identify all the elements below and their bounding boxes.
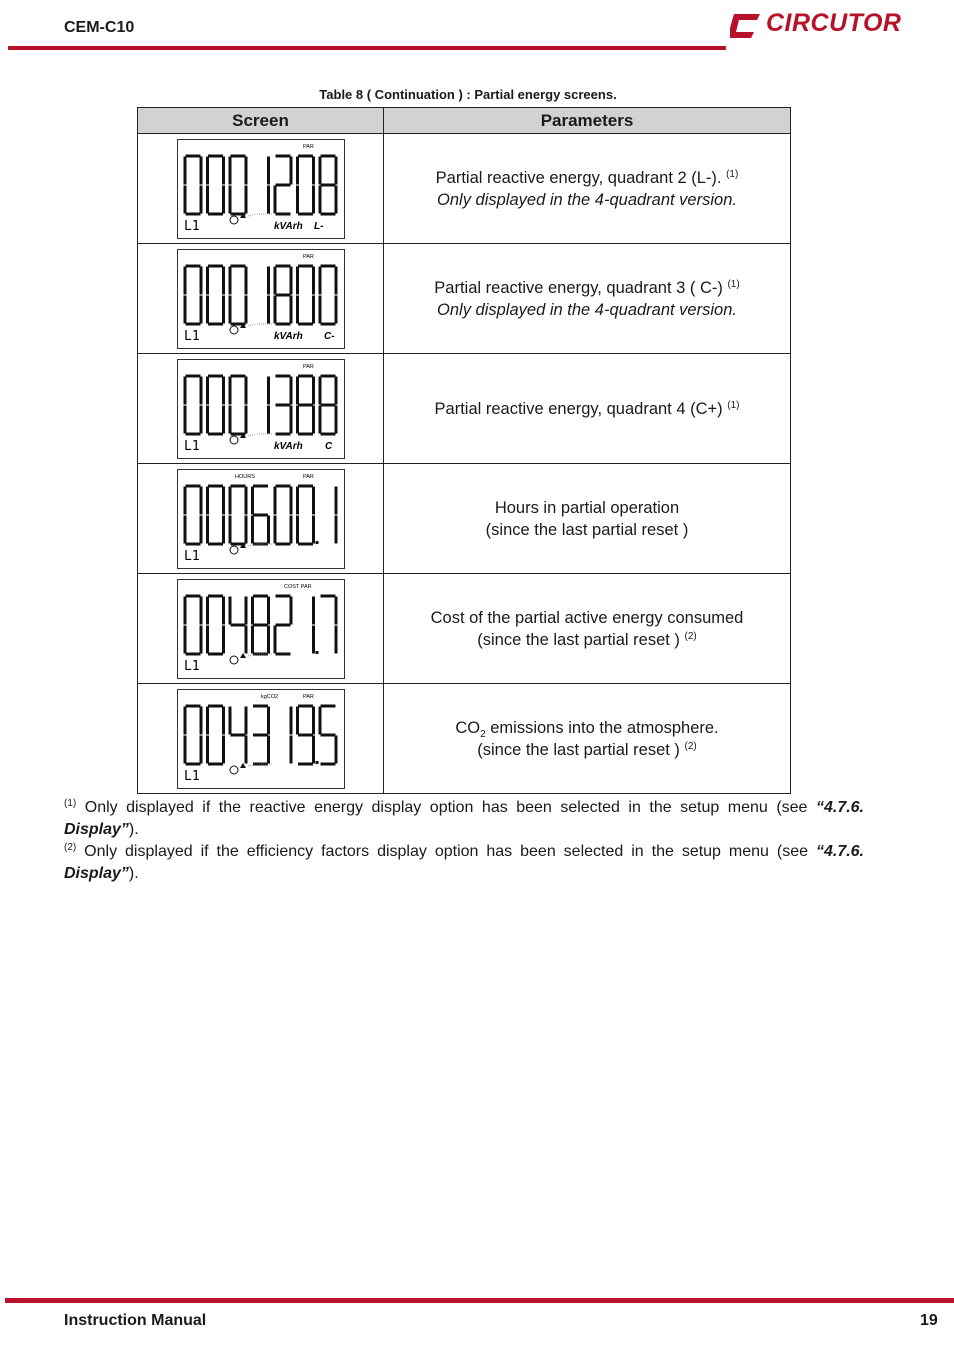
lcd-top-label-right: PAR	[302, 143, 314, 150]
parameter-cell	[384, 354, 791, 464]
table-row	[138, 354, 791, 464]
parameter-note: (since the last partial reset )	[477, 740, 680, 759]
parameter-text-pre: CO	[455, 718, 481, 737]
screen-cell	[138, 574, 384, 684]
parameter-text: emissions into the atmosphere.	[485, 718, 719, 737]
footnote-ref: (1)	[727, 278, 740, 290]
lcd-display	[177, 469, 345, 569]
screen-cell	[138, 244, 384, 354]
screen-cell	[138, 464, 384, 574]
footnote-2	[64, 841, 864, 885]
table-row	[138, 684, 791, 794]
lcd-top-label-right: PAR	[302, 363, 314, 370]
footnote-ref: (2)	[684, 630, 697, 642]
table-row	[138, 574, 791, 684]
table-caption: Table 8 ( Continuation ) : Partial energy screens.	[319, 87, 617, 102]
parameter-cell	[384, 134, 791, 244]
footer-rule	[5, 1298, 954, 1303]
footnote-ref: (1)	[727, 399, 740, 411]
lcd-phase-label: L1	[183, 328, 200, 344]
lcd-display	[177, 139, 345, 239]
lcd-unit: kVArh	[273, 440, 303, 452]
footnote-1	[64, 797, 864, 841]
parameter-text: Partial reactive energy, quadrant 2 (L-).	[435, 168, 722, 187]
subscript: 2	[480, 728, 486, 740]
lcd-unit-suffix: C	[324, 440, 332, 452]
parameter-text: Hours in partial operation	[494, 498, 680, 517]
footnote-end: ).	[128, 821, 139, 838]
column-header-screen: Screen	[138, 108, 384, 134]
brand-name: CIRCUTOR	[766, 9, 902, 37]
parameter-cell	[384, 574, 791, 684]
lcd-top-label-left: HOURS	[234, 473, 255, 480]
lcd-unit: kVArh	[273, 220, 303, 232]
lcd-phase-label: L1	[183, 548, 200, 564]
lcd-unit: kVArh	[273, 330, 303, 342]
parameter-cell	[384, 464, 791, 574]
parameter-text: Partial reactive energy, quadrant 4 (C+)	[434, 399, 723, 418]
parameter-note: Only displayed in the 4-quadrant version.	[437, 190, 737, 209]
lcd-top-label-right: PAR	[302, 253, 314, 260]
parameter-note: Only displayed in the 4-quadrant version.	[437, 300, 737, 319]
lcd-display	[177, 249, 345, 349]
partial-energy-table	[137, 107, 791, 794]
screen-cell	[138, 354, 384, 464]
column-header-parameters: Parameters	[384, 108, 791, 134]
footnote-text: Only displayed if the efficiency factors display option has been selected in the setup menu (see	[76, 843, 816, 860]
lcd-display	[177, 359, 345, 459]
footnote-mark: (2)	[64, 842, 77, 853]
lcd-top-label-right: PAR	[302, 693, 314, 700]
parameter-text: Cost of the partial active energy consumed	[430, 608, 744, 627]
lcd-phase-label: L1	[183, 438, 200, 454]
table-row	[138, 244, 791, 354]
screen-cell	[138, 134, 384, 244]
footer-manual-label: Instruction Manual	[64, 1312, 207, 1329]
table-row	[138, 134, 791, 244]
section-reference: “4.7.6. Display”	[64, 799, 864, 838]
footnote-ref: (1)	[726, 168, 739, 180]
lcd-top-label-right: PAR	[302, 473, 314, 480]
lcd-display	[177, 579, 345, 679]
parameter-cell	[384, 244, 791, 354]
parameter-text: Partial reactive energy, quadrant 3 ( C-)	[434, 278, 723, 297]
footnote-mark: (1)	[64, 798, 77, 809]
lcd-display	[177, 689, 345, 789]
screen-cell	[138, 684, 384, 794]
page-number: 19	[920, 1312, 938, 1329]
section-reference: “4.7.6. Display”	[64, 843, 864, 882]
footnote-ref: (2)	[684, 740, 697, 752]
document-title: CEM-C10	[64, 19, 135, 36]
table-row	[138, 464, 791, 574]
lcd-unit-suffix: C-	[323, 330, 335, 342]
footnote-end: ).	[128, 865, 139, 882]
parameter-note: (since the last partial reset )	[477, 630, 680, 649]
lcd-top-label-left: kgCO2	[260, 693, 278, 700]
lcd-top-label-right: COST PAR	[283, 583, 312, 590]
lcd-unit-suffix: L-	[313, 220, 323, 232]
parameter-cell	[384, 684, 791, 794]
lcd-phase-label: L1	[183, 658, 200, 674]
parameter-note: (since the last partial reset )	[485, 520, 689, 539]
lcd-phase-label: L1	[183, 218, 200, 234]
footnote-text: Only displayed if the reactive energy display option has been selected in the setup menu (see	[76, 799, 816, 816]
header-rule	[8, 46, 726, 50]
lcd-phase-label: L1	[183, 768, 200, 784]
